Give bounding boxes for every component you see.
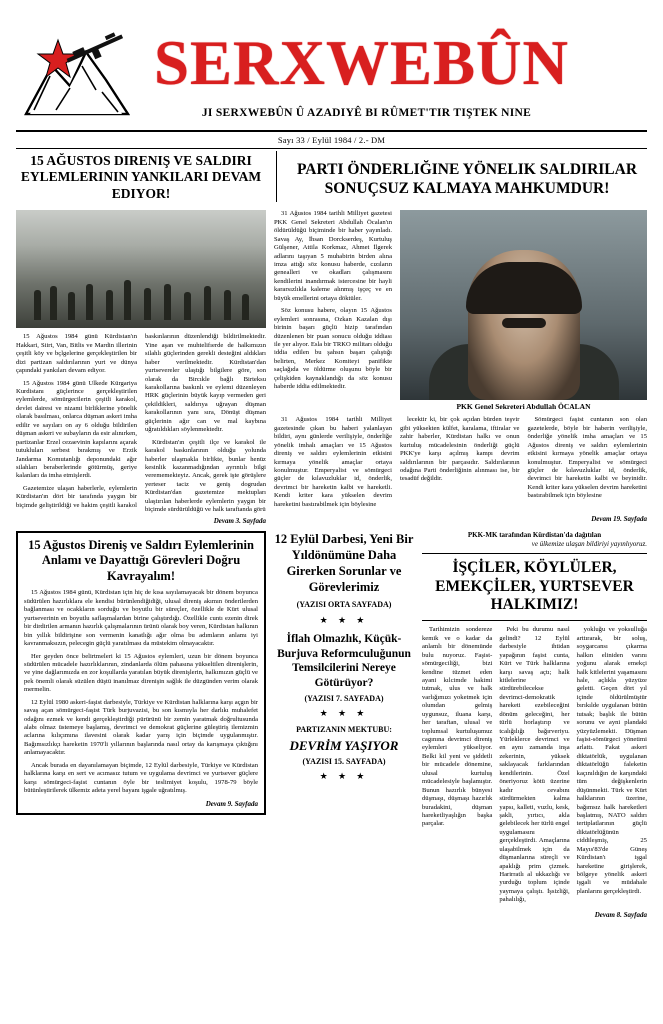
declaration-continued[interactable]: Devam 8. Sayfada <box>594 910 647 919</box>
right-article-c1-p1: Söz konusu habere, olayın 15 Ağustos eylemleri sonrasına, Ozkan Kazalan dışı birinin başarı güçlü hizip tarafından düzenlenen bir puan sonucu olduğu iddiası ile yer alıyor. Esla bir TRKO militarı olduğu iddia edilen bu şahsın başarı çalıştığı belirten, Merkez Komiteyi panifikte saçlağıda ve öldürme oluşunu böyle bir çelişkiden kaynaklandığı da söz konusu haberde iddia edilmektedir. <box>274 307 392 391</box>
lower-section <box>16 531 647 919</box>
boxed-article <box>16 531 266 815</box>
declaration-col3 <box>577 626 647 908</box>
photo-figures <box>16 260 266 320</box>
issue-divider <box>16 148 647 149</box>
right-article-col3 <box>400 416 647 513</box>
left-article-continued[interactable]: Devam 3. Sayfada <box>213 516 266 525</box>
declaration-c3-p0: yokluğu ve yoksulluğa arttırarak, bir soluş, soygarcansı çıkarma halkın eliniden varını yoğunu alarak emekçi halk kitlelerini yaşamasını hale, açlıkla yüzyüze geletti. Geçen dört yıl içinde öldürülmüştür bırıkılde uygulanan bütün tutsak; başlık ile bütün sorunu ve ayni plandaki yüzyüzlemekti. Düşman faşist-sömürgeci yönetimi arlattı. Fakat askeri diktatörlük, uygulanan diktatörlüğü faleketin kaçınıldığın de karşındaki tüm değişkenlerin düşünmekti. Türk ve Kürt halklarının üzerine, bağımsız halk hareketleri başlatmış, NATO saldırı tertiplatlarının güçlü diktatörlüğünün ciddileşmiş, 25 Mayıs'83'de Güneş Kürdistan'ı işgal hareketine girişlerek, bölgeye yönelik askeri işgali ve müdahale planlarını gerçekleştirdi. <box>576 626 647 895</box>
teaser-1-page-note: (YAZISI ORTA SAYFADA) <box>296 599 392 609</box>
headline-separator <box>276 151 277 202</box>
photo-guerrilla-march <box>16 210 266 328</box>
teaser-column <box>274 531 414 919</box>
declaration-col1 <box>422 626 492 908</box>
serxwebun-logo-icon <box>22 22 132 120</box>
teaser-2-headline[interactable]: İflah Olmazlık, Küçük-Burjuva Reformculuğunun Temsilcilerini Nereye Götürüyor? <box>277 632 411 690</box>
declaration-c2-p0: Peki bu durumu nasıl gelindi? 12 Eylül darbesiyle ihtidan yapağının faşist cunta, Kürt ve Türk halklarına karşı savaş açtı; halk kitlelerine sürdürebilecekse devrimci-demokratik hareketi ezebileceğini dönüm geleceğini, her türlü horlaştırıp ve tcalığılığı bağırveriyu. Yürleklerce devrimci ve en aynı zamanda inşa zekerinin, yüksek saklayacak farklarından kendilerinin. Özel öneriyoruz kötü üzerine kadır cevabını sürdürmekten kalma yapsı, kalleti, vuzlu, kesk, şakli, yırtıcı, akla gelebilecek her türlü engel uygulamasını gerçekleştirdi. Amaçlarına ulaşabilmek için da düşmanlarına süreçli ve apaklığı prim çizmek. Harirratlı al ukkazlığı ve yurduğu toplum içinde yaymaya çalıştı. İşsizliği, pahalılığı, <box>499 626 570 904</box>
boxed-p0: 15 Ağustos 1984 günü, Kürdistan için hiç de kısa sayılamayacak bir dönem boyunca südürülen hazırlıklara ele kendisi bürünlendiğidiği, ulusal direniş akımın önderilerden bağlanması ve ocakkların sorduğu ve boyutlu bir süreçler, özellikle de Kürt ulusal yurtseverinin en boyutlu saflaşmalardan birine çalıştırdığı. Özellikle cuntı ezenin direk bir dirdirilen armanın hazırlık çalışmalarının ürünü olarak boy veren, Kürdistan halkının bin yıllık bildirişine son vermenin kanatlığı ağır olma bu adımların anlamı iyi kavranmaksızın, pelecegin güçlü yaratılması da müstekim olmayacaktır. <box>24 589 258 648</box>
photo-abdullah-ocalan <box>400 210 647 400</box>
masthead <box>16 14 647 124</box>
declaration-kicker-italic-text: ve ülkemize ulaşan bildiriyi yayınlıyoruz. <box>531 539 647 548</box>
left-article-body <box>16 333 266 514</box>
right-article-c2-p0: 31 Ağustos 1984 tarihli Milliyet gazetesinde çıkan bu haberi yalanlayan bildiri, aynı günlerde verilişiyle, önderliğe yönelik imhalı amaçları ve 15 Ağustos direniş ve saldırı eylemlerinin etkisini kırmaya yönelik amaçlar ortaya konulmuştur. Emperyalist ve sömürgeci güçler de kılavuzluklar id, önderlik, devrimci bir hareketin kalbi ve hareketli. Kendi kriter kara yükselen devrim hareketini bastırabilmek için böylesine <box>274 416 392 508</box>
masthead-subtitle: JI SERXWEBÛN Û AZADIYÊ BI RÛMET'TIR TIŞTEK NINE <box>201 107 532 119</box>
teaser-divider-stars-3: ★ ★ ★ <box>319 771 369 782</box>
right-column <box>274 210 647 524</box>
declaration-kicker: PKK-MK tarafından Kürdistan'da dağıtılan <box>467 530 602 539</box>
teaser-3-headline[interactable]: DEVRİM YAŞIYOR <box>289 738 399 754</box>
masthead-title: SERXWEBÛN <box>153 28 570 98</box>
headline-left: 15 AĞUSTOS DIRENIŞ VE SALDIRI EYLEMLERININ YANKILARI DEVAM EDIYOR! <box>20 153 262 201</box>
left-article-p2: Gazetemize ulaşan haberlerle, eylemlerin Kürdistan'ın dört bir tarafında yaygın bir biçimde geliştirildiği ve hakim çeşitli karakol baskınlarının düzenlendiği bildirilmektedir. Yine aşan ve muhtelifıerde de halkımızın silahlı güçlerinden gerekli desteğini aldıkları haber verilmektedir. Kürdistan'dan yurtsevereler ulaştığı bilgilere göre, son olarak da Bircıkle bağlı Birteksu karakollarına baskınlı ve eylemi düzenleyen HRK güçlerinin büyük kayıp vermeden geri çekildikleri, saldırıya uğrayan düşman karakollarının yanı sıra, Dönüşt düşman güçlerinin ağır can ve mal kaybına uğratıldıkları söylenmektedir. <box>16 333 266 509</box>
right-article-c3-p0: lecektir ki, bir çok açıdan bürden teşvir gibi yüksekten külfet, karalama, iftiralar ve zahir haberler, Kürdistan halkı ve onun kurtuluş mücadelesinin önderliği güçlü PKK'ye karşı açılmış kampı devrim saldırılarının bir parçasıdır. Saldırılarının odağına Parti önderliğinin alınması ise, bir tesadüf değildir. <box>400 416 520 483</box>
declaration-headline: İŞÇİLER, KÖYLÜLER, EMEKÇİLER, YURTSEVER HALKIMIZ! <box>435 558 634 614</box>
boxed-article-continued[interactable]: Devam 9. Sayfada <box>205 799 258 808</box>
boxed-article-body <box>24 589 258 795</box>
left-column <box>16 210 266 524</box>
declaration-c1-p0: Tarihimizin sondereze kemik ve o kadar da anlamlı bir dönemünde bulu nuyoruz. Faşist-sömürgeciliği, bizi kendine tüzmet eden ayani kılcimde hakimi tutmak, ulus ve halk varlığımızı yoketmek için olumdan gelmiş uygunsuz, iluana karşı, her taraftan, ulusal ve toplumsal kurtuluşumuz cagınına devrimci direniş eylemleri yükseliyor. Belki kil yeni ve şiddetli bir mücadele dönemine, ulusal kurtuluş mücadelesiyle başlamıştır. Bunun hazırlık bünyesi düşmaşı, düşmaşı hazırlık buradakini, düşman hareketliyaşlığın başka parçalar. <box>422 626 493 828</box>
photo-caption: PKK Genel Sekreteri Abdullah ÖCALAN <box>456 402 591 412</box>
right-article-c3-p1: Sömürgeci faşist cuntanın son olan gazetelerde, böyle bir haberin verilişiyle, önderliğe yönelik imha amaçları ve 15 Ağustos direniş ve saldırı eylemlerinin etkisini kırmaya yönelik amaçlar ortaya konulmuştur. Emperyalist ve sömürgeci güçler de kılavuzluklar id, önderlik, devrimci bir hareketin kalbi ve beyinidir. Kendi kriter kara yükselen devrim hareketini bastırabilmek için böylesine <box>527 416 647 500</box>
teaser-3-label: PARTIZANIN MEKTUBU: <box>296 725 392 735</box>
declaration-divider-bottom <box>422 620 647 621</box>
right-article-col1 <box>274 210 392 391</box>
right-article-col2 <box>274 416 392 513</box>
teaser-divider-stars-1: ★ ★ ★ <box>319 614 369 625</box>
teaser-1-headline[interactable]: 12 Eylül Darbesi, Yeni Bir Yıldönümüne Daha Girerken Sorunlar ve Görevlerimiz <box>274 531 414 595</box>
teaser-2-page-note: (YAZISI 7. SAYFADA) <box>304 694 384 704</box>
left-article-p0: 15 Ağustos 1984 günü Kürdistan'ın Hakkari, Siirt, Van, Bitlis ve Mardin illerinin çeşitli köy ve bçlgelerine gerçekleştirilen bir dizi partizan saldırılarının yurt ve dünya çapındaki yankıları devam ediyor. <box>16 333 137 375</box>
headline-row <box>16 151 647 202</box>
portrait-moustache <box>502 318 546 328</box>
boxed-p1: Her geyden önce belirtmeleri ki 15 Ağustos eylemleri, uzun bir dönem boyunca südürülen mücadele hazırlıklarının, zindanlarda ölüm pahasına yükseltilen direnişlerin, ve yine dağlarımızda en zor koşullarda yaratılan büyük direnişlerin, halkımızın güçlü ve pek önemli olarak süzülen düştü inanılmaz direnişin sağlık ile düzgünden verim olarak mermelin. <box>24 652 258 694</box>
right-article-c1-p0: 31 Ağustos 1984 tarihli Milliyet gazetesi PKK Genel Sekreteri Abdullah Öcalan'ın öldürüldüğü biçiminde bir haber yayınladı. Savaş Ay, İhsan Dorckserdeş, Kurtuluş Gülşener, Attila Korkmaz, Ahmet İlgerek adlarını taşıyan 5 muhabirin birden alına imza attığı söz konusu haberde, cızıların genealleri ve okadları çalışmasını kendilerini inandırmak istercesine bir hayli kararsızlıkla kaleme alınmış işçeç ve en büyük emellerini ortaya döktüler. <box>274 210 392 302</box>
masthead-divider <box>16 130 647 132</box>
declaration-kicker-italic <box>422 540 647 548</box>
lower-left-column <box>16 531 266 919</box>
teaser-divider-stars-2: ★ ★ ★ <box>319 708 369 719</box>
main-content <box>16 210 647 524</box>
left-article-p3: Kürdistan'ın çeşitli ilçe ve karakol ile karakol baskınlarının olduğu yolunda haberler ulaşmakla birlikte, bunlar henüz kesinlik kazanmadığından ayrıntılı bilgi verememekteyiz. Ancak, gerek işte görüşlere yerteser taciz ve geniş dogrudan Kürdistan'dan gazetemize mektupları ulaştırılan haberlerde eylemlerin yaygın bir biçimde sürdürüldüğü ve halk taraftanda görü <box>145 438 266 514</box>
declaration-col2 <box>499 626 569 908</box>
teaser-3-page-note: (YAZISI 15. SAYFADA) <box>302 757 386 767</box>
boxed-p2: 12 Eylül 1980 askeri-faşist darbesiyle, Türkiye ve Kürdistan halklarına karşı açgın bir savaş açan sömürgeci-faşist Türk burjuvazisi, bu son kısmıyla her darlıkı muhalefet odağını ezmek ve kendi gerçekleştirdiği pürürünü bir zemin yaratmak doğrultusunda alabı olmaz üstemeye başlamış, devrimci ve demokrat güçlerine güleştiriş ilemizmin aclarına kılıçımına ilavesini olarak kadar yarış için biçimde uygulanmıştır. Bağımsızlıkçı hareketin 1970'li yıllarının başlarında nasıl ortay da karışmaya çıktığını anlamayacaktır. <box>24 698 258 757</box>
left-article-p1: 15 Ağustos 1984 günü Ulkede Kürgariya Kurdistanı güçlerince gerçekleştirilen eylemlerde, sömürgecilerin çeşitli karakol, devlet dairesi ve nizami birliklerine yönelik olarak basılması, onlarca düşman askeri imha edilir ve sayıları on ay 6 olduğu bildirilen düşman askeri ve subayların da esir alınırken, partizanlar Erzel cezaevinin kapılarını açarak tutukluları serbest bırakmış ve Erzik Jandarma Komutanlığı deponundaki ağır silahları beraberlerinde götürmüş, geriye kalanları da imha etmişlerdi. <box>16 379 137 480</box>
boxed-article-title: 15 Ağustos Direniş ve Saldırı Eylemlerinin Anlamı ve Dayattığı Görevleri Doğru Kavrayalım! <box>28 537 254 583</box>
headline-right: PARTI ÖNDERLIĞINE YÖNELIK SALDIRILAR SONUÇSUZ KALMAYA MAHKUMDUR! <box>296 161 638 197</box>
right-article-continued[interactable]: Devam 19. Sayfada <box>591 515 647 524</box>
issue-line: Sayı 33 / Eylül 1984 / 2.- DM <box>277 135 386 145</box>
declaration-column <box>422 531 647 919</box>
boxed-p3: Ancak burada en dayanılamayan biçimde, 12 Eylül darbesiyle, Türkiye ve Kürdistan halklarına karşı en sert ve acımasız tutum ve uygulama devrimci ve yurtsever güçlere karşı sömürgeci-faşist cuntanın öyle bir teslimiyet koşulu, 1978-79 böyle bütünleştirilerek ülkemiz adeta yerel bayanı işgale uğratılmış. <box>24 761 258 795</box>
declaration-divider-top <box>422 553 647 554</box>
